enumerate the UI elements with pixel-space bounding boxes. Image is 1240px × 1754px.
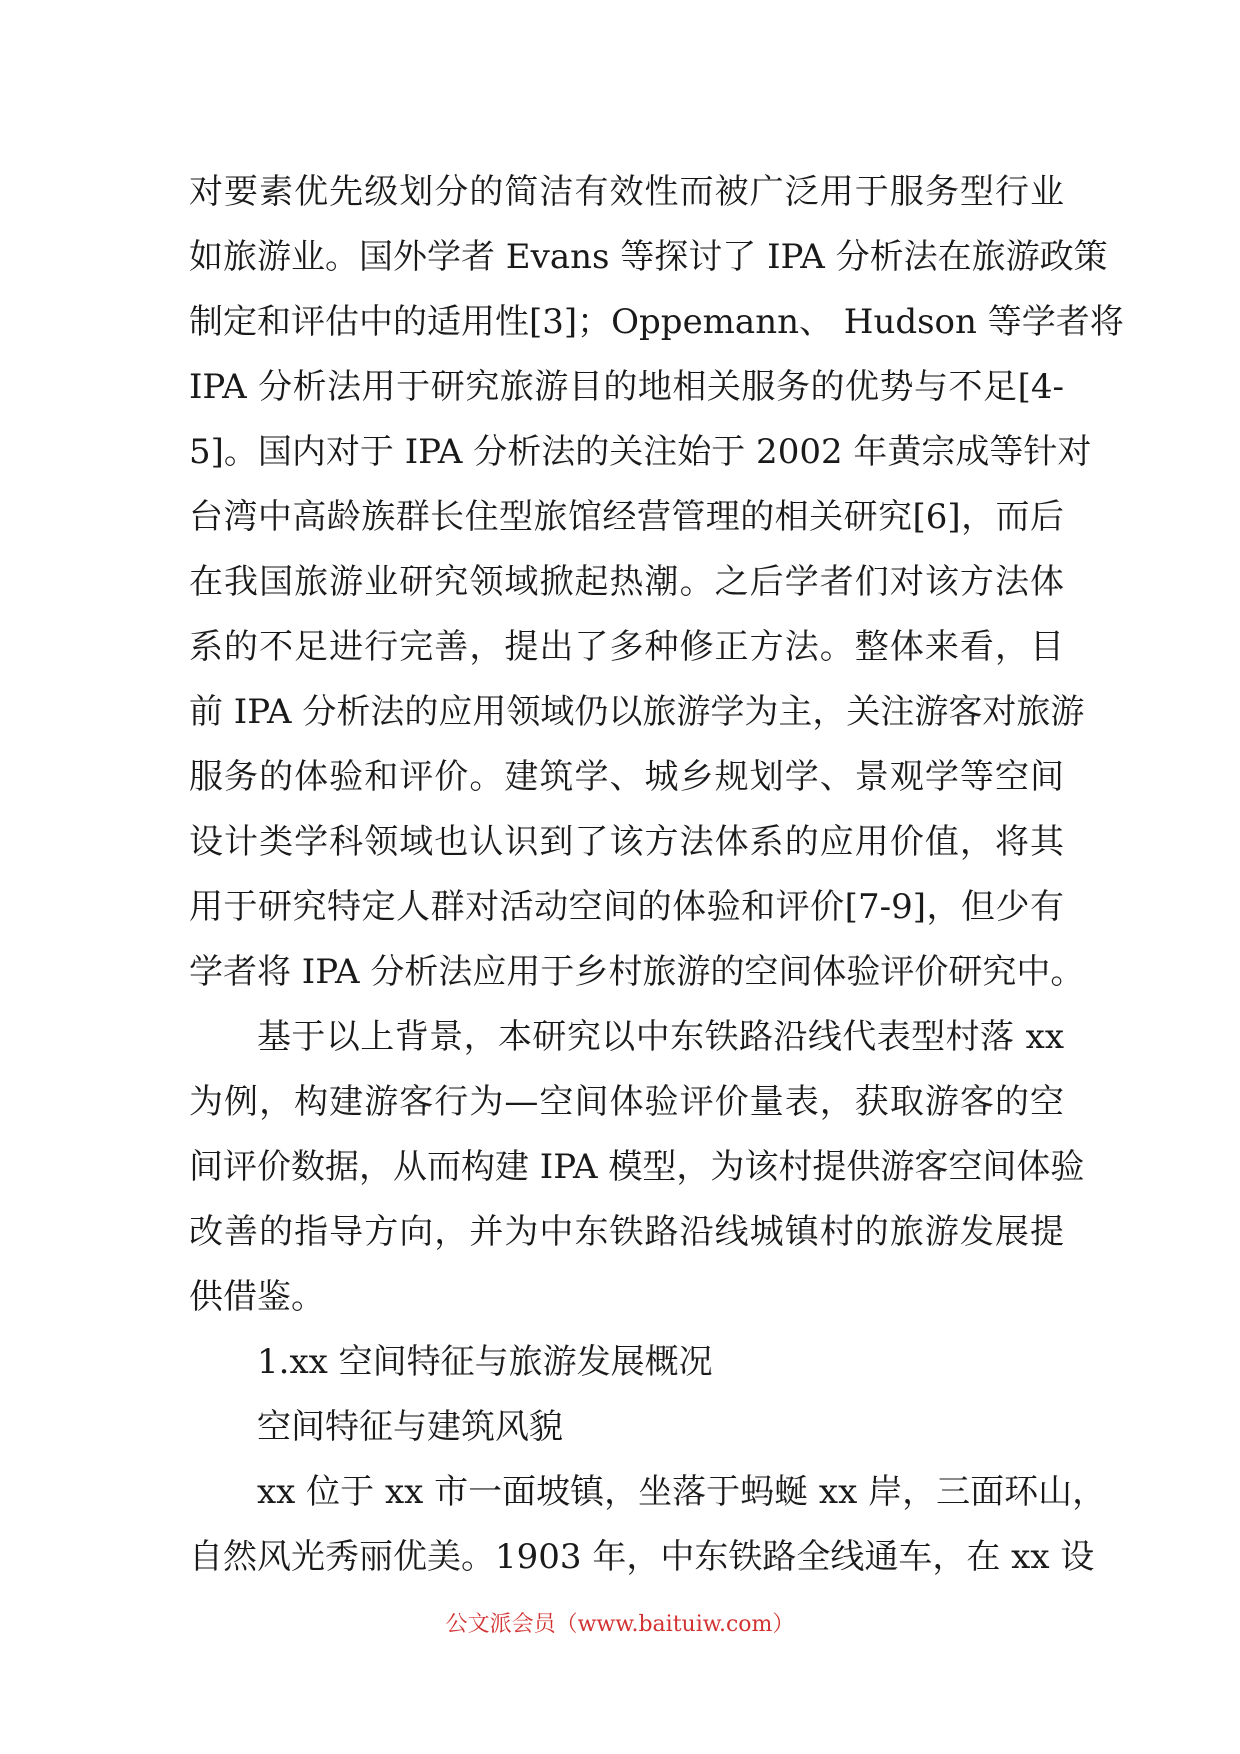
text-line: 用于研究特定人群对活动空间的体验和评价[7-9]，但少有 [189,887,1064,927]
text-line: 台湾中高龄族群长住型旅馆经营管理的相关研究[6]，而后 [189,497,1064,537]
text-line: 为例，构建游客行为—空间体验评价量表，获取游客的空 [189,1082,1064,1122]
text-line: 供借鉴。 [189,1277,325,1317]
text-line: 服务的体验和评价。建筑学、城乡规划学、景观学等空间 [189,757,1064,797]
footer-watermark: 公文派会员（www.baituiw.com） [445,1612,795,1637]
text-line: 在我国旅游业研究领域掀起热潮。之后学者们对该方法体 [189,562,1064,602]
text-line: 对要素优先级划分的简洁有效性而被广泛用于服务型行业 [189,172,1064,212]
subsection-heading: 空间特征与建筑风貌 [257,1407,563,1447]
text-line: 设计类学科领域也认识到了该方法体系的应用价值，将其 [189,822,1064,862]
text-line: 如旅游业。国外学者 Evans 等探讨了 IPA 分析法在旅游政策 [189,237,1108,277]
text-line: 学者将 IPA 分析法应用于乡村旅游的空间体验评价研究中。 [189,952,1085,992]
text-line: 系的不足进行完善，提出了多种修正方法。整体来看，目 [189,627,1064,667]
text-line: 制定和评估中的适用性[3]；Oppemann、 Hudson 等学者将 [189,302,1124,342]
text-line: 基于以上背景，本研究以中东铁路沿线代表型村落 xx [257,1017,1064,1057]
text-line: 改善的指导方向，并为中东铁路沿线城镇村的旅游发展提 [189,1212,1064,1252]
text-line: IPA 分析法用于研究旅游目的地相关服务的优势与不足[4- [189,367,1064,407]
section-heading: 1.xx 空间特征与旅游发展概况 [257,1342,713,1382]
text-line: 5]。国内对于 IPA 分析法的关注始于 2002 年黄宗成等针对 [189,432,1092,472]
text-line: xx 位于 xx 市一面坡镇，坐落于蚂蜒 xx 岸，三面环山， [257,1472,1107,1512]
body-text [189,160,1124,1590]
text-line: 前 IPA 分析法的应用领域仍以旅游学为主，关注游客对旅游 [189,692,1085,732]
text-line: 间评价数据，从而构建 IPA 模型，为该村提供游客空间体验 [189,1147,1085,1187]
text-line: 自然风光秀丽优美。1903 年，中东铁路全线通车，在 xx 设 [189,1537,1095,1577]
